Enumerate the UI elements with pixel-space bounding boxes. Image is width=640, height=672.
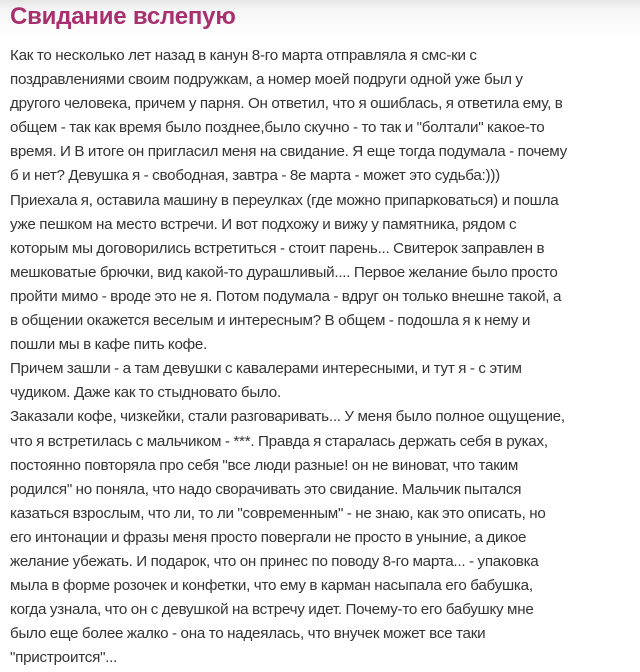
text-line: которым мы договорились встретиться - стоит парень... Свитерок заправлен в: [10, 239, 545, 257]
text-line: пошли мы в кафе пить кофе.: [10, 336, 208, 354]
text-line: б и нет? Девушка я - свободная, завтра - 8е марта - может это судьба:))): [10, 167, 500, 185]
text-line: Причем зашли - а там девушки с кавалерами интересными, и тут я - с этим: [10, 360, 522, 378]
text-line: время. И В итоге он пригласил меня на свидание. Я еще тогда подумала - почему: [10, 143, 568, 161]
text-line: когда узнала, что он с девушкой на встречу идет. Почему-то его бабушку мне: [10, 601, 534, 619]
text-line: поздравлениями своим подружкам, а номер моей подруги одной уже был у: [10, 71, 523, 89]
text-line: было еще более жалко - она то надеялась, что внучек может все таки: [10, 625, 486, 643]
text-line: желание убежать. И подарок, что он принес по поводу 8-го марта... - упаковка: [10, 552, 539, 570]
text-line: общем - так как время было позднее,было скучно - то так и "болтали" какое-то: [10, 119, 545, 137]
text-line: мыла в форме розочек и конфетки, что ему в карман насыпала его бабушка,: [10, 577, 533, 595]
text-line: его интонации и фразы меня просто повергали не просто в уныние, а дикое: [10, 528, 527, 546]
article-body: [10, 44, 630, 670]
text-line: чудиком. Даже как то стыдновато было.: [10, 384, 281, 402]
text-line: "пристроится"...: [10, 649, 118, 667]
text-line: уже пешком на место встречи. И вот подхожу и вижу у памятника, рядом с: [10, 215, 517, 233]
text-line: пройти мимо - вроде это не я. Потом подумала - вдруг он только внешне такой, а: [10, 287, 562, 305]
text-line: Заказали кофе, чизкейки, стали разговаривать... У меня было полное ощущение,: [10, 408, 565, 426]
text-line: мешковатые брючки, вид какой-то дурашливый.... Первое желание было просто: [10, 263, 558, 281]
text-line: постоянно повторяла про себя "все люди разные! он не виноват, что таким: [10, 456, 519, 474]
text-line: Приехала я, оставила машину в переулках (где можно припарковаться) и пошла: [10, 191, 559, 209]
article-title: Свидание вслепую: [10, 3, 236, 30]
text-line: родился" но поняла, что надо сворачивать это свидание. Мальчик пытался: [10, 480, 522, 498]
text-line: другого человека, причем у парня. Он ответил, что я ошиблась, я ответила ему, в: [10, 95, 563, 113]
text-line: Как то несколько лет назад в канун 8-го марта отправляла я смс-ки с: [10, 47, 477, 64]
text-line: казаться взрослым, что ли, то ли "современным" - не знаю, как это описать, но: [10, 504, 546, 522]
text-line: что я встретилась с мальчиком - ***. Правда я старалась держать себя в руках,: [10, 432, 548, 450]
text-line: в общении окажется веселым и интересным? В общем - подошла я к нему и: [10, 312, 531, 330]
